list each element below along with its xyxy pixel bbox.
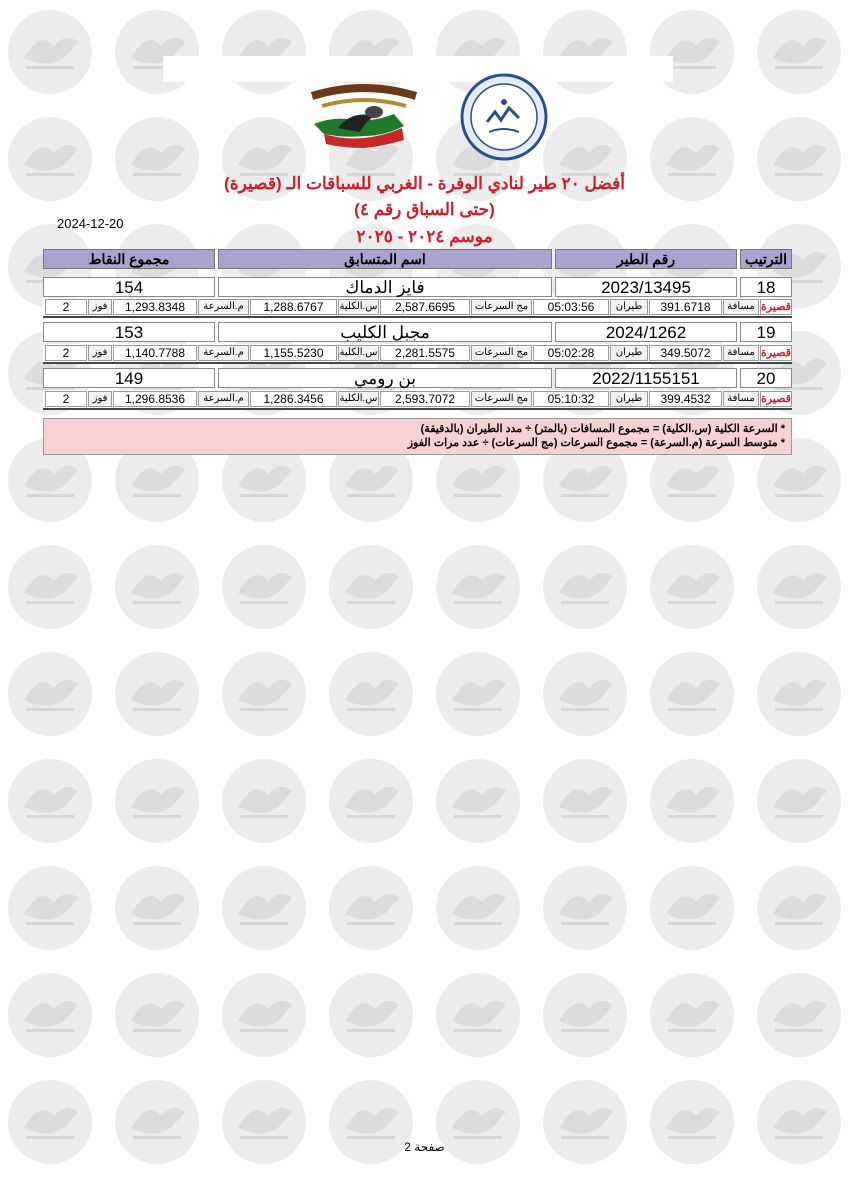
distance-label: مسافة <box>723 391 759 407</box>
column-header-points: مجموع النقاط <box>43 249 215 269</box>
table-row-rank: 20 <box>740 368 792 388</box>
flight-value: 05:10:32 <box>533 391 609 407</box>
formula-notes <box>43 418 792 455</box>
report-subtitle: (حتى السباق رقم ٤) <box>354 200 495 219</box>
total-speed-value: 1,286.3456 <box>250 391 337 407</box>
avg-speed-value: 1,293.8348 <box>113 299 197 315</box>
column-header-bird: رقم الطير <box>555 249 737 269</box>
page-number: صفحة 2 <box>404 1140 445 1154</box>
avg-speed-label: م.السرعة <box>198 391 249 407</box>
avg-speed-value: 1,296.8536 <box>113 391 197 407</box>
table-row-rank: 18 <box>740 277 792 297</box>
kuwait-pigeon-club-logo-icon <box>304 76 424 158</box>
wins-label: فوز <box>88 391 112 407</box>
column-header-rank: الترتيب <box>740 249 792 269</box>
table-row-points: 154 <box>43 277 215 297</box>
flight-value: 05:03:56 <box>533 299 609 315</box>
flight-label: طيران <box>610 391 648 407</box>
total-speed-label: س.الكلية <box>338 391 379 407</box>
note-avg-speed: * متوسط السرعة (م.السرعة) = مجموع السرعات (مج السرعات) ÷ عدد مرات الفوز <box>407 437 785 449</box>
distance-value: 399.4532 <box>649 391 722 407</box>
avg-speed-value: 1,140.7788 <box>113 345 197 361</box>
table-row-points: 153 <box>43 322 215 342</box>
wins-label: فوز <box>88 345 112 361</box>
speed-sum-value: 2,587.6695 <box>380 299 470 315</box>
table-row-points: 149 <box>43 368 215 388</box>
wins-value: 2 <box>45 345 87 361</box>
total-speed-label: س.الكلية <box>338 345 379 361</box>
table-row-rank: 19 <box>740 322 792 342</box>
distance-label: مسافة <box>723 299 759 315</box>
distance-label: مسافة <box>723 345 759 361</box>
flight-label: طيران <box>610 345 648 361</box>
total-speed-value: 1,155.5230 <box>250 345 337 361</box>
flight-label: طيران <box>610 299 648 315</box>
wins-value: 2 <box>45 299 87 315</box>
wins-label: فوز <box>88 299 112 315</box>
avg-speed-label: م.السرعة <box>198 299 249 315</box>
distance-value: 349.5072 <box>649 345 722 361</box>
table-row-name: بن رومي <box>218 368 552 388</box>
race-type-label: قصيرة <box>761 347 791 359</box>
table-row-bird: 2023/13495 <box>555 277 737 297</box>
avg-speed-label: م.السرعة <box>198 345 249 361</box>
table-row-bird: 2024/1262 <box>555 322 737 342</box>
total-speed-label: س.الكلية <box>338 299 379 315</box>
note-total-speed: * السرعة الكلية (س.الكلية) = مجموع المسافات (بالمتر) ÷ مدد الطيران (بالدقيقة) <box>420 423 785 435</box>
table-row-name: مجبل الكليب <box>218 322 552 342</box>
flight-value: 05:02:28 <box>533 345 609 361</box>
report-date: 2024-12-20 <box>57 216 124 231</box>
distance-value: 391.6718 <box>649 299 722 315</box>
speed-sum-value: 2,281.5575 <box>380 345 470 361</box>
pigeon-federation-seal-logo-icon <box>459 72 549 162</box>
race-type-label: قصيرة <box>761 301 791 313</box>
wins-value: 2 <box>45 391 87 407</box>
table-row-bird: 2022/1155151 <box>555 368 737 388</box>
table-row-details <box>43 390 792 410</box>
speed-sum-label: مج السرعات <box>471 299 532 315</box>
report-title: أفضل ٢٠ طير لنادي الوفرة - الغربي للسباقات الـ (قصيرة) <box>224 174 625 193</box>
table-row-name: فايز الدماك <box>218 277 552 297</box>
speed-sum-value: 2,593.7072 <box>380 391 470 407</box>
column-header-name: اسم المتسابق <box>218 249 552 269</box>
report-season: موسم ٢٠٢٤ - ٢٠٢٥ <box>356 227 493 246</box>
race-type-label: قصيرة <box>761 393 791 405</box>
total-speed-value: 1,288.6767 <box>250 299 337 315</box>
table-row-details <box>43 344 792 364</box>
table-row-details <box>43 298 792 318</box>
speed-sum-label: مج السرعات <box>471 345 532 361</box>
speed-sum-label: مج السرعات <box>471 391 532 407</box>
